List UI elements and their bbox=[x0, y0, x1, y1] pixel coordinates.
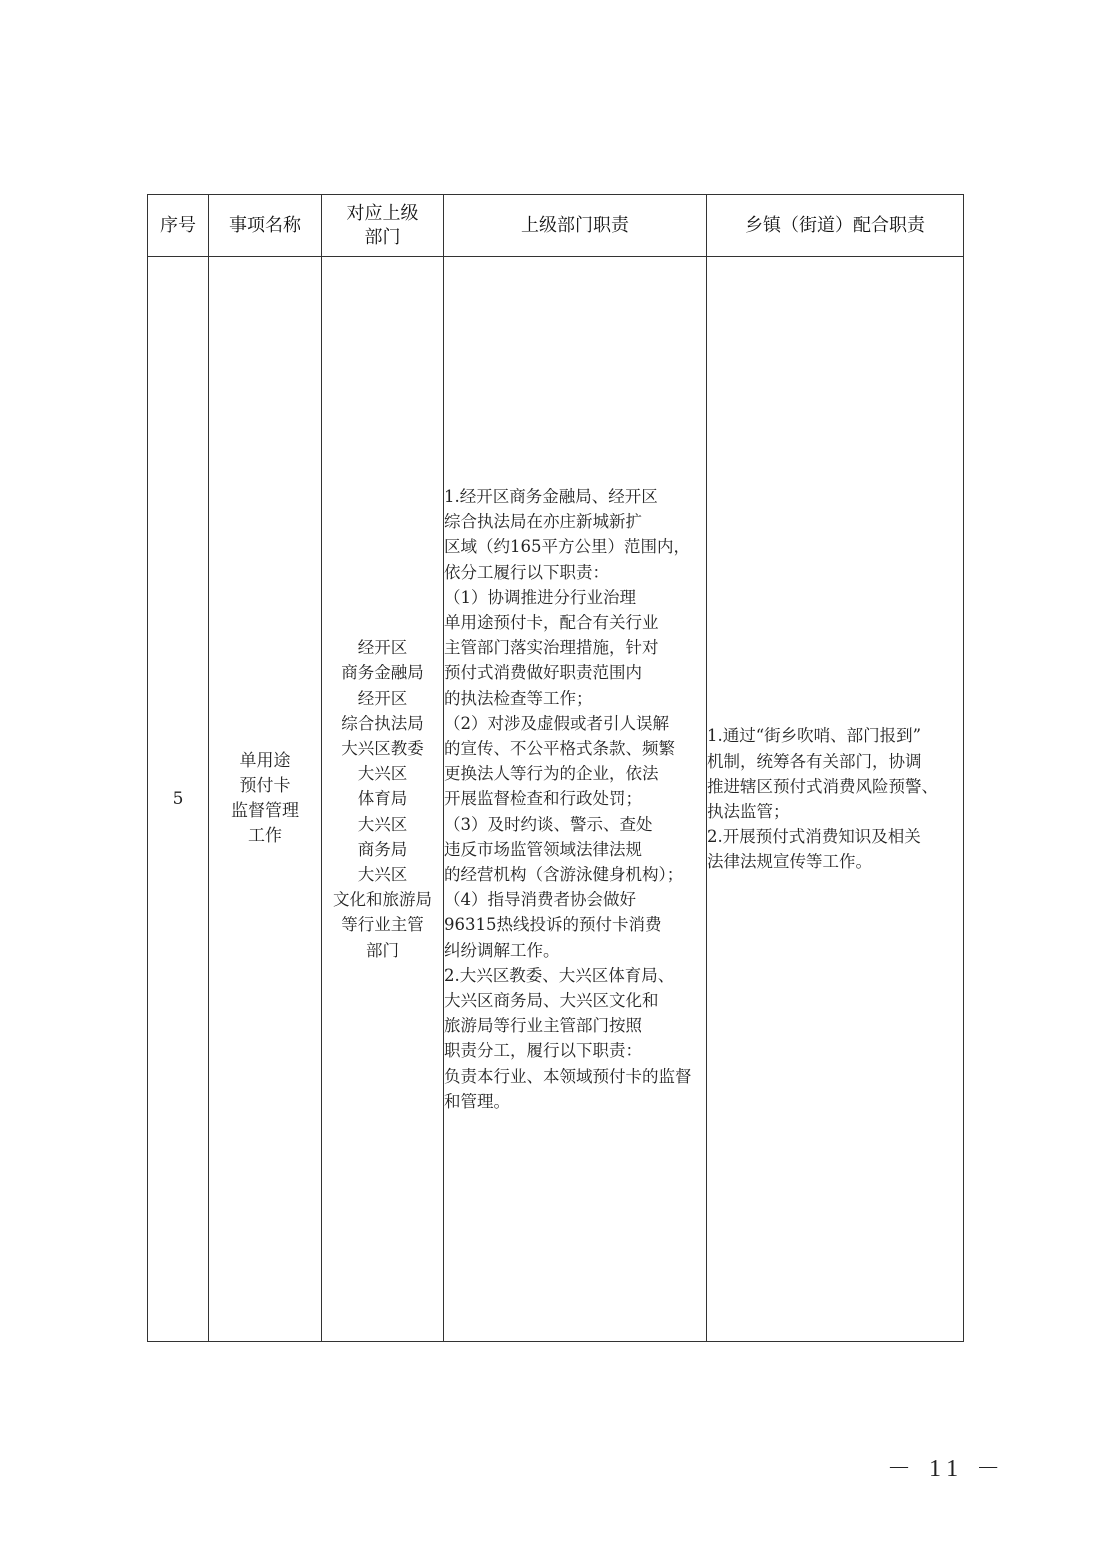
text-line: 监督管理 bbox=[231, 801, 299, 821]
text-line: 纠纷调解工作。 bbox=[444, 940, 560, 960]
text-line: 推进辖区预付式消费风险预警、 bbox=[707, 776, 938, 796]
text-line: 经开区 bbox=[357, 638, 408, 658]
text-line: 的宣传、不公平格式条款、频繁 bbox=[444, 738, 675, 758]
text-line: 机制，统筹各有关部门，协调 bbox=[707, 751, 922, 771]
text-line: 2.大兴区教委、大兴区体育局、 bbox=[444, 965, 675, 985]
cell-index bbox=[148, 257, 209, 1342]
text-line: （3）及时约谈、警示、查处 bbox=[444, 814, 653, 834]
text-line: 工作 bbox=[248, 826, 282, 846]
text-line: 大兴区 bbox=[357, 764, 408, 784]
text-line: 预付式消费做好职责范围内 bbox=[444, 663, 642, 683]
text-line: （2）对涉及虚假或者引人误解 bbox=[444, 713, 669, 733]
text-line: 体育局 bbox=[357, 789, 408, 809]
header-item-name: 事项名称 bbox=[209, 195, 322, 257]
text-line: 区域（约165平方公里）范围内， bbox=[444, 537, 690, 557]
text-line: 开展监督检查和行政处罚； bbox=[444, 789, 642, 809]
text-line: 1.通过“街乡吹哨、部门报到” bbox=[707, 726, 922, 746]
text-line: 大兴区 bbox=[357, 865, 408, 884]
text-line: 的经营机构（含游泳健身机构）； bbox=[444, 865, 684, 884]
text-line: 职责分工，履行以下职责： bbox=[444, 1041, 642, 1061]
cell-item-name bbox=[209, 257, 322, 1342]
text-line: 商务局 bbox=[357, 839, 408, 859]
text-line: 的执法检查等工作； bbox=[444, 688, 593, 708]
header-superior-duties: 上级部门职责 bbox=[444, 195, 707, 257]
text-line: 大兴区 bbox=[357, 814, 408, 834]
responsibility-table bbox=[147, 194, 964, 1342]
text-line: 主管部门落实治理措施，针对 bbox=[444, 638, 659, 658]
text-line: 负责本行业、本领域预付卡的监督 bbox=[444, 1066, 692, 1086]
cell-township-duties bbox=[707, 257, 964, 1342]
text-line: 综合执法局在亦庄新城新扩 bbox=[444, 512, 642, 532]
text-line: 更换法人等行为的企业，依法 bbox=[444, 764, 659, 784]
text-line: （1）协调推进分行业治理 bbox=[444, 587, 636, 607]
header-index: 序号 bbox=[148, 195, 209, 257]
table-header-row bbox=[148, 195, 964, 257]
text-line: 单用途 bbox=[239, 751, 291, 771]
text-line: 和管理。 bbox=[444, 1091, 510, 1111]
text-line: 违反市场监管领域法律法规 bbox=[444, 839, 642, 859]
text-line: 商务金融局 bbox=[341, 663, 424, 683]
text-line: 部门 bbox=[366, 940, 399, 960]
text-line: 等行业主管 bbox=[341, 915, 424, 935]
text-line: 执法监管； bbox=[707, 802, 790, 821]
text-line: 单用途预付卡，配合有关行业 bbox=[444, 612, 659, 632]
text-line: 综合执法局 bbox=[341, 713, 424, 733]
text-line: 2.开展预付式消费知识及相关 bbox=[707, 827, 921, 847]
text-line: 经开区 bbox=[357, 688, 408, 708]
text-line: 大兴区商务局、大兴区文化和 bbox=[444, 991, 659, 1011]
header-line: 部门 bbox=[364, 226, 401, 248]
text-line: 1.经开区商务金融局、经开区 bbox=[444, 486, 658, 506]
header-township-duties: 乡镇（街道）配合职责 bbox=[707, 195, 964, 257]
text-line: 旅游局等行业主管部门按照 bbox=[444, 1016, 642, 1036]
text-line: 大兴区教委 bbox=[341, 738, 424, 758]
table-row bbox=[148, 257, 964, 1342]
cell-superior-duties bbox=[444, 257, 707, 1342]
row-index: 5 bbox=[172, 788, 184, 809]
page-number: － 11 － bbox=[887, 1456, 1007, 1482]
text-line: 依分工履行以下职责： bbox=[444, 562, 609, 582]
text-line: 预付卡 bbox=[239, 776, 291, 796]
header-superior-department bbox=[322, 195, 444, 257]
text-line: （4）指导消费者协会做好 bbox=[444, 890, 636, 910]
text-line: 文化和旅游局 bbox=[333, 890, 432, 910]
text-line: 96315热线投诉的预付卡消费 bbox=[444, 915, 662, 935]
cell-departments bbox=[322, 257, 444, 1342]
header-line: 对应上级 bbox=[346, 202, 419, 224]
text-line: 法律法规宣传等工作。 bbox=[707, 852, 872, 872]
